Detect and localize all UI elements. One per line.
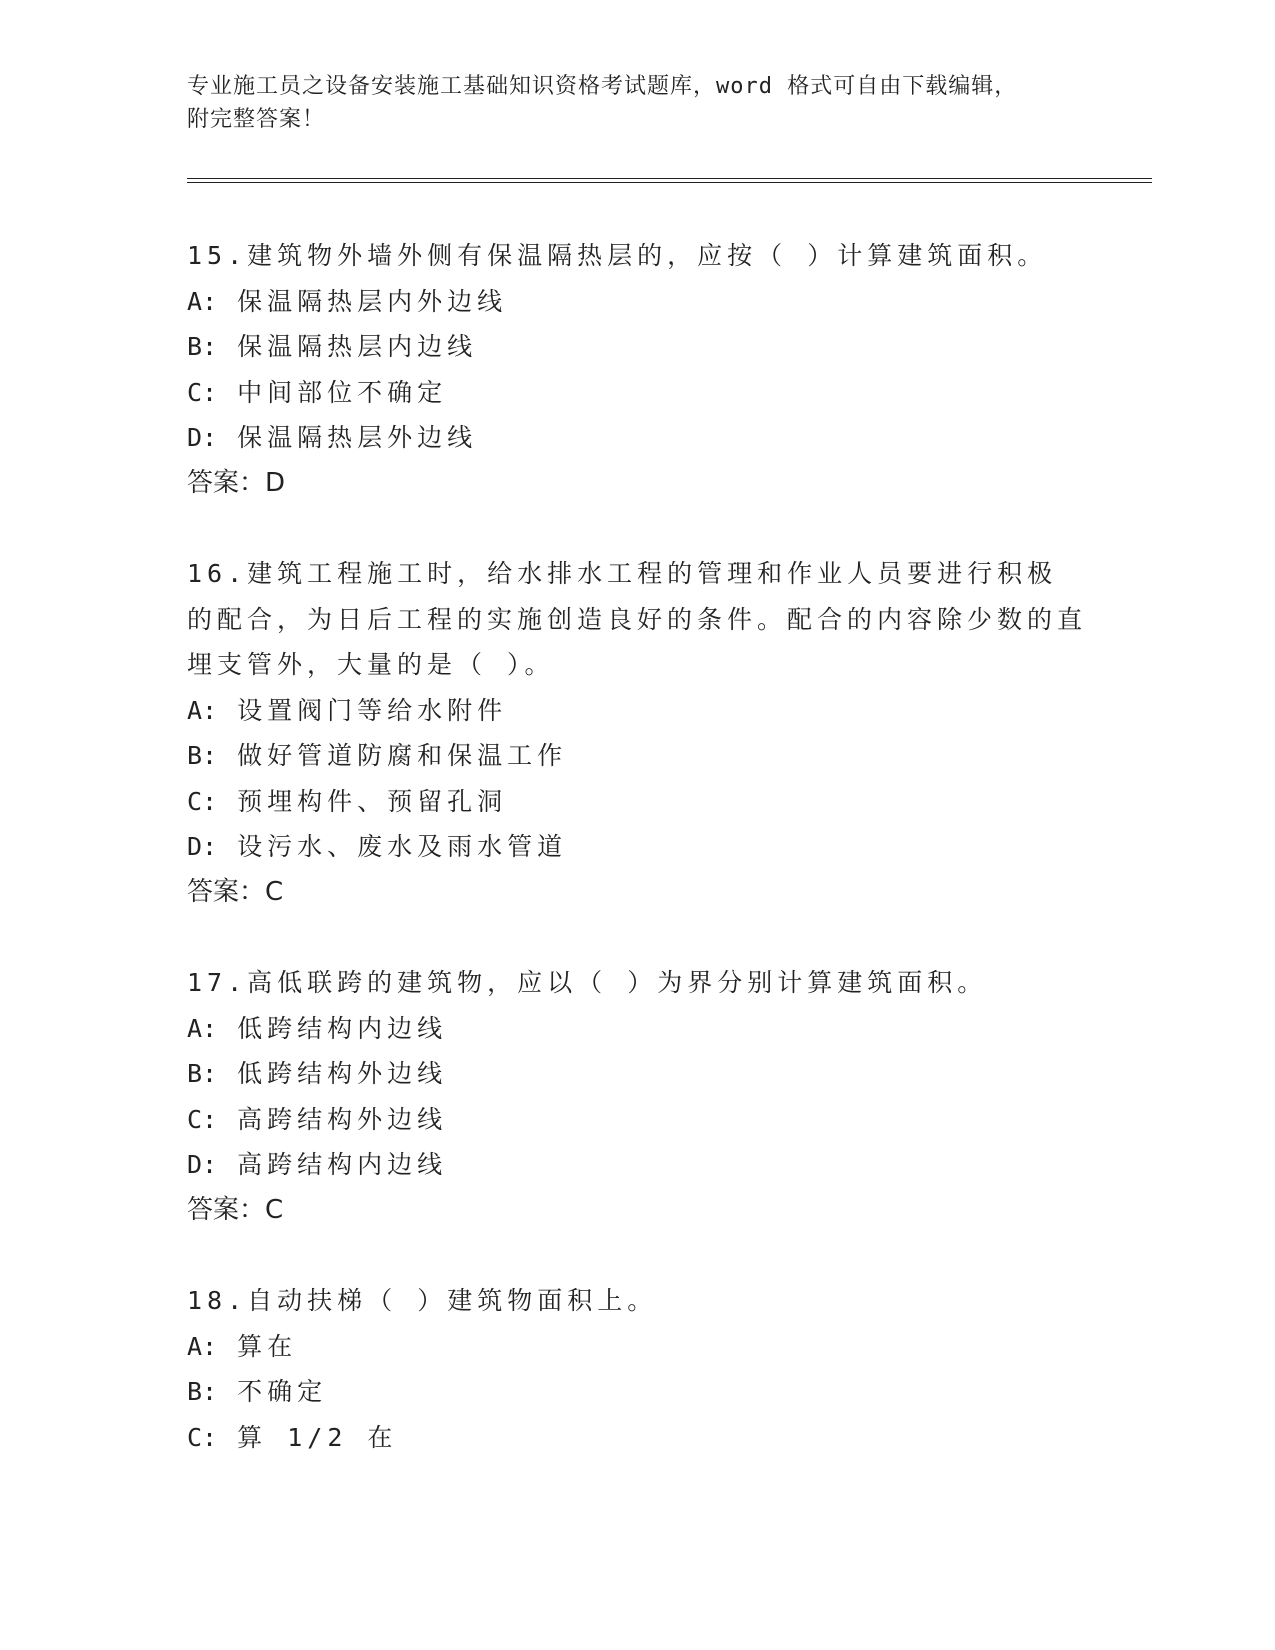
option-text: 高跨结构外边线 — [237, 1104, 448, 1134]
option-letter: A: — [187, 1013, 218, 1043]
option-b — [187, 1369, 1087, 1415]
answer-line: 答案：D — [187, 467, 286, 498]
option-letter: A: — [187, 695, 218, 725]
option-c — [187, 779, 1087, 825]
option-text: 低跨结构外边线 — [237, 1059, 448, 1088]
option-b — [187, 733, 1087, 779]
option-letter: D: — [187, 1150, 218, 1179]
option-letter: C: — [187, 1104, 218, 1134]
option-text: 保温隔热层内外边线 — [237, 286, 508, 316]
option-d — [187, 415, 1087, 461]
option-text: 低跨结构内边线 — [237, 1013, 448, 1043]
option-b — [187, 1051, 1087, 1097]
option-letter: B: — [187, 332, 218, 361]
header-divider — [187, 178, 1152, 183]
option-c — [187, 1097, 1087, 1143]
option-text: 算在 — [237, 1331, 298, 1361]
option-text: 做好管道防腐和保温工作 — [237, 741, 568, 770]
option-c — [187, 1415, 1087, 1461]
option-a — [187, 688, 1087, 734]
question-list — [187, 233, 1087, 1505]
question-15 — [187, 233, 1087, 506]
option-text: 设污水、废水及雨水管道 — [237, 832, 568, 861]
option-letter: B: — [187, 1059, 218, 1088]
option-text: 保温隔热层外边线 — [237, 423, 478, 452]
header-title-line-2: 附完整答案！ — [187, 107, 326, 132]
option-text: 算 1/2 在 — [237, 1422, 398, 1452]
option-text: 不确定 — [237, 1377, 328, 1406]
option-letter: C: — [187, 377, 218, 407]
question-stem: 16.建筑工程施工时，给水排水工程的管理和作业人员要进行积极的配合，为日后工程的实施创造良好的条件。配合的内容除少数的直埋支管外，大量的是（ ）。 — [187, 559, 1088, 679]
option-a — [187, 279, 1087, 325]
option-letter: C: — [187, 786, 218, 816]
option-c — [187, 370, 1087, 416]
option-letter: A: — [187, 1331, 218, 1361]
option-letter: D: — [187, 423, 218, 452]
option-text: 高跨结构内边线 — [237, 1150, 448, 1179]
question-stem: 17.高低联跨的建筑物，应以（ ）为界分别计算建筑面积。 — [187, 968, 988, 997]
header-title-line-1: 专业施工员之设备安装施工基础知识资格考试题库，word 格式可自由下载编辑， — [187, 74, 1018, 99]
answer-line: 答案：C — [187, 876, 284, 907]
question-stem: 15.建筑物外墙外侧有保温隔热层的，应按（ ）计算建筑面积。 — [187, 241, 1048, 270]
option-letter: C: — [187, 1422, 218, 1452]
option-text: 设置阀门等给水附件 — [237, 695, 508, 725]
option-a — [187, 1324, 1087, 1370]
option-letter: D: — [187, 832, 218, 861]
option-a — [187, 1006, 1087, 1052]
option-d — [187, 1142, 1087, 1188]
option-text: 保温隔热层内边线 — [237, 332, 478, 361]
question-17 — [187, 960, 1087, 1233]
document-header — [187, 70, 1087, 136]
option-d — [187, 824, 1087, 870]
option-text: 预埋构件、预留孔洞 — [237, 786, 508, 816]
option-b — [187, 324, 1087, 370]
option-letter: A: — [187, 286, 218, 316]
option-letter: B: — [187, 1377, 218, 1406]
question-16 — [187, 551, 1087, 915]
option-letter: B: — [187, 741, 218, 770]
question-stem: 18.自动扶梯（ ）建筑物面积上。 — [187, 1286, 658, 1315]
answer-line: 答案：C — [187, 1194, 284, 1225]
option-text: 中间部位不确定 — [237, 377, 448, 407]
question-18 — [187, 1278, 1087, 1460]
